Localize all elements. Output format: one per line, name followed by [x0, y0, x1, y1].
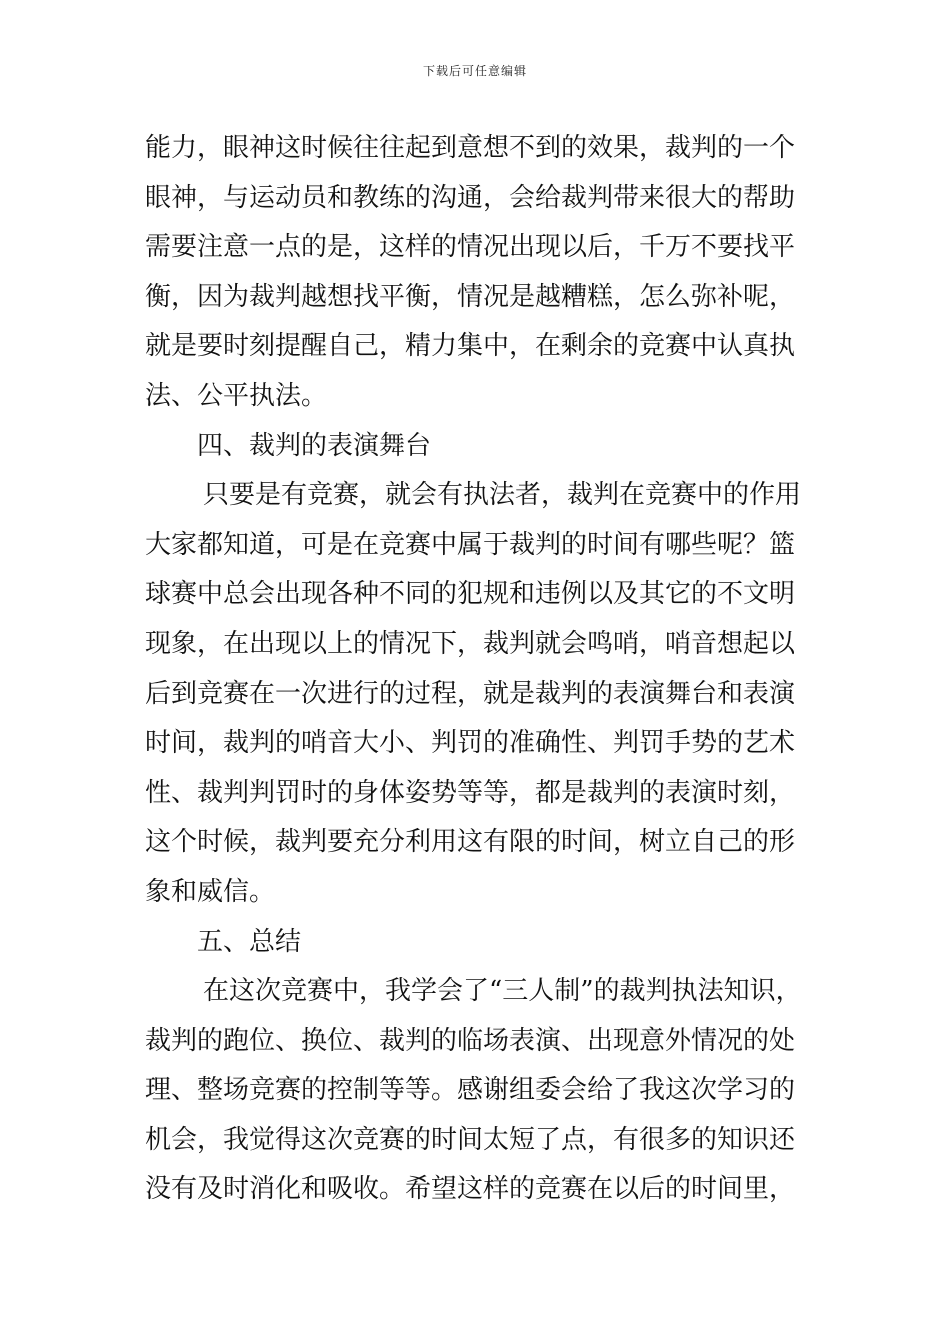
paragraph-first-line: 只要是有竞赛，就会有执法者，裁判在竞赛中的作用: [203, 480, 802, 511]
text-line: 球赛中总会出现各种不同的犯规和违例以及其它的不文明: [145, 579, 796, 610]
text-line: 衡，因为裁判越想找平衡，情况是越糟糕，怎么弥补呢，: [145, 281, 796, 312]
text-line: 没有及时消化和吸收。希望这样的竞赛在以后的时间里，: [145, 1174, 796, 1205]
text-line: 象和威信。: [145, 876, 276, 907]
text-line: 需要注意一点的是，这样的情况出现以后，千万不要找平: [145, 232, 796, 263]
section-heading: 四、裁判的表演舞台: [197, 430, 432, 461]
text-line: 裁判的跑位、换位、裁判的临场表演、出现意外情况的处: [145, 1025, 796, 1056]
text-line: 机会，我觉得这次竞赛的时间太短了点，有很多的知识还: [145, 1124, 796, 1155]
text-line: 性、裁判判罚时的身体姿势等等，都是裁判的表演时刻，: [145, 777, 796, 808]
page-header: 下载后可任意编辑: [422, 64, 527, 78]
text-line: 时间，裁判的哨音大小、判罚的准确性、判罚手势的艺术: [145, 728, 796, 759]
text-line: 眼神，与运动员和教练的沟通，会给裁判带来很大的帮助: [145, 182, 796, 213]
text-line: 理、整场竞赛的控制等等。感谢组委会给了我这次学习的: [145, 1075, 796, 1106]
document-body: [145, 124, 811, 1215]
text-line: 大家都知道，可是在竞赛中属于裁判的时间有哪些呢？篮: [145, 529, 796, 560]
paragraph-first-line: 在这次竞赛中，我学会了“三人制”的裁判执法知识，: [203, 976, 802, 1007]
text-line: 现象，在出现以上的情况下，裁判就会鸣哨，哨音想起以: [145, 628, 796, 659]
text-line: 后到竞赛在一次进行的过程，就是裁判的表演舞台和表演: [145, 678, 796, 709]
text-line: 就是要时刻提醒自己，精力集中，在剩余的竞赛中认真执: [145, 331, 796, 362]
text-line: 法、公平执法。: [145, 380, 328, 411]
section-heading: 五、总结: [197, 926, 302, 957]
text-line: 能力，眼神这时候往往起到意想不到的效果，裁判的一个: [145, 133, 796, 163]
text-line: 这个时候，裁判要充分利用这有限的时间，树立自己的形: [145, 827, 796, 858]
